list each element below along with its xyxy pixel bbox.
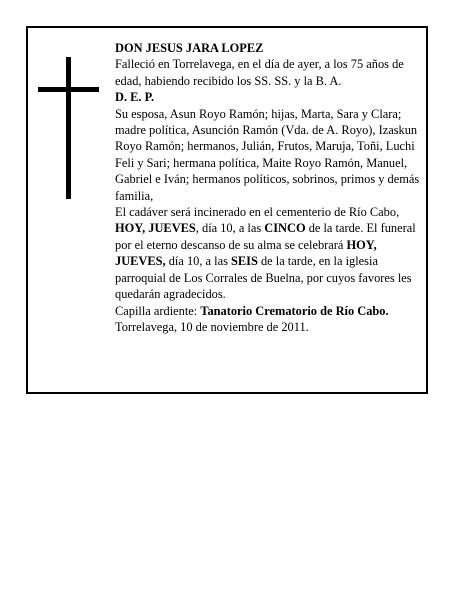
notice-body [115,40,420,335]
chapel-label: Capilla ardiente: [115,303,201,318]
funeral-hour: SEIS [231,254,258,269]
death-announcement: Falleció en Torrelavega, en el día de ayer, a los 75 años de edad, habiendo recibido los SS. SS. y la B. A. [115,57,404,88]
family-list: Su esposa, Asun Royo Ramón; hijas, Marta, Sara y Clara; madre política, Asunción Ramón (Vda. de A. Royo), Izaskun Royo Ramón; hermanos, Julián, Frutos, Maruja, Toñi, Luchi Feli y Sari; hermana política, Maite Royo Ramón, Manuel, Gabriel e Iván; hermanos políticos, sobrinos, primos y demás familia, [115,106,420,203]
cross-icon [66,57,71,199]
place-date-line: Torrelavega, 10 de noviembre de 2011. [115,319,309,334]
funeral-tail: de la tarde, en la iglesia parroquial de Los Corrales de Buelna, por cuyos favores les quedarán agradecidos. [115,254,412,302]
cremation-hour: CINCO [264,221,306,236]
funeral-text: El funeral por el eterno descanso de su alma se celebrará [115,221,416,252]
cross-icon-bar [38,87,99,92]
cremation-date-text: , día 10, a las [195,221,265,236]
cremation-text: El cadáver será incinerado en el cementerio de Río Cabo, [115,205,400,220]
chapel-place: Tanatorio Crematorio de Río Cabo. [200,303,389,318]
cremation-tail: de la tarde. [305,221,364,236]
deceased-name: DON JESUS JARA LOPEZ [115,41,264,55]
rip-abbreviation: D. E. P. [115,90,155,105]
funeral-date-text: día 10, a las [165,254,231,269]
obituary-notice [26,26,428,394]
funeral-day: HOY, JUEVES, [115,237,377,269]
service-details [115,204,420,302]
cremation-day: HOY, JUEVES [115,221,196,236]
chapel-line [115,303,420,319]
